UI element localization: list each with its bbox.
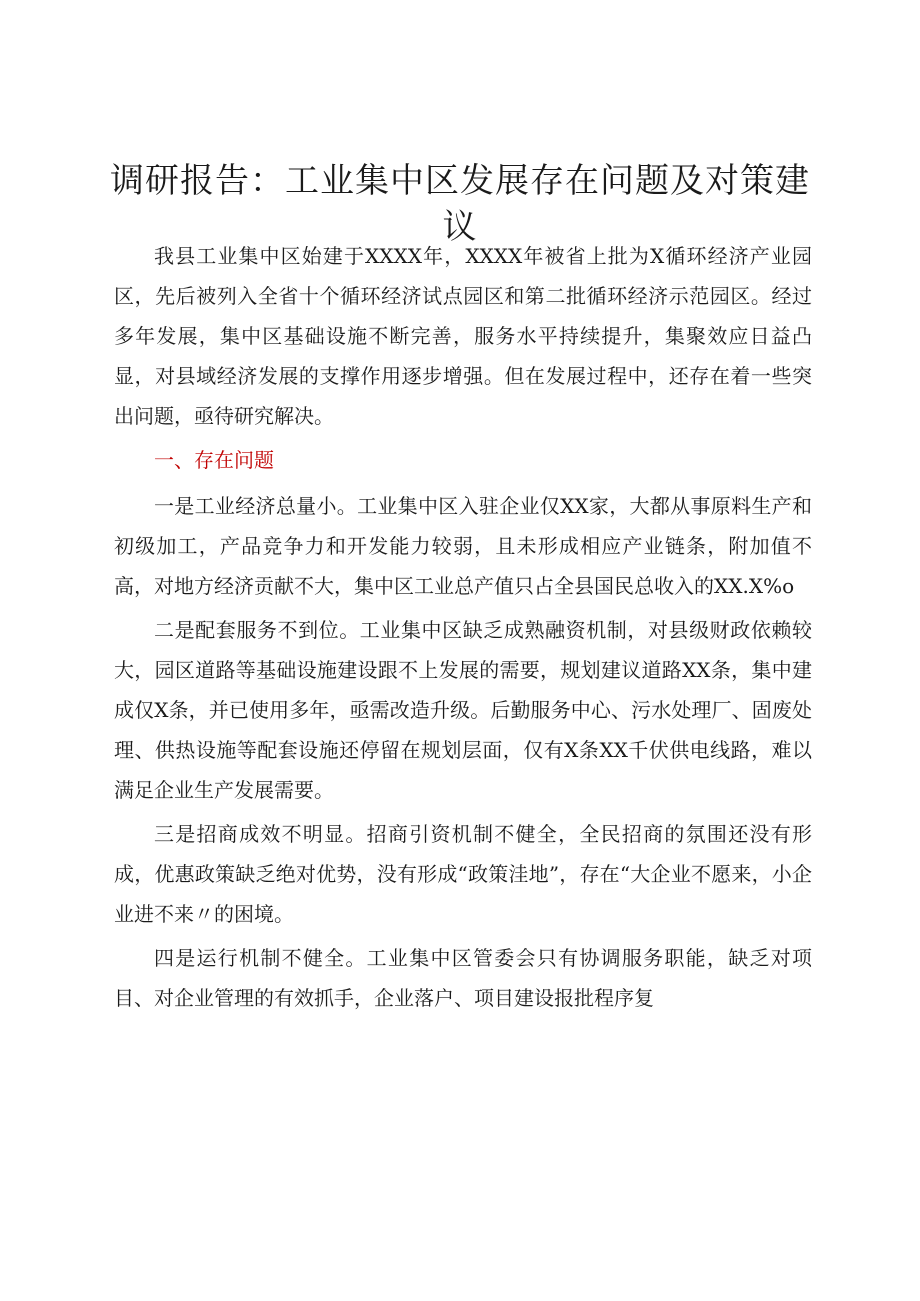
problem-paragraph-2: 二是配套服务不到位。工业集中区缺乏成熟融资机制，对县级财政依赖较大，园区道路等基础设施建设跟不上发展的需要，规划建议道路XX条，集中建成仅X条，并已使用多年，亟需改造升级。后勤服务中心、污水处理厂、固废处理、供热设施等配套设施还停留在规划层面，仅有X条XX千伏供电线路，难以满足企业生产发展需要。 — [114, 618, 812, 802]
problem-paragraph-3: 三是招商成效不明显。招商引资机制不健全，全民招商的氛围还没有形成，优惠政策缺乏绝对优势，没有形成“政策洼地”，存在“大企业不愿来，小企业进不来〃的困境。 — [114, 822, 812, 926]
section-heading: 一、存在问题 — [154, 448, 274, 472]
problem-paragraph-4: 四是运行机制不健全。工业集中区管委会只有协调服务职能，缺乏对项目、对企业管理的有效抓手，企业落户、项目建设报批程序复 — [114, 946, 812, 1010]
document-body — [114, 236, 812, 1022]
intro-paragraph: 我县工业集中区始建于XXXX年，XXXX年被省上批为X循环经济产业园区，先后被列入全省十个循环经济试点园区和第二批循环经济示范园区。经过多年发展，集中区基础设施不断完善，服务水平持续提升，集聚效应日益凸显，对县域经济发展的支撑作用逐步增强。但在发展过程中，还存在着一些突出问题，亟待研究解决。 — [114, 244, 812, 428]
problem-paragraph-1: 一是工业经济总量小。工业集中区入驻企业仅XX家，大都从事原料生产和初级加工，产品竞争力和开发能力较弱，且未形成相应产业链条，附加值不高，对地方经济贡献不大，集中区工业总产值只占全县国民总收入的XX.X%o — [114, 494, 812, 598]
document-title: 调研报告：工业集中区发展存在问题及对策建议 — [110, 161, 810, 247]
